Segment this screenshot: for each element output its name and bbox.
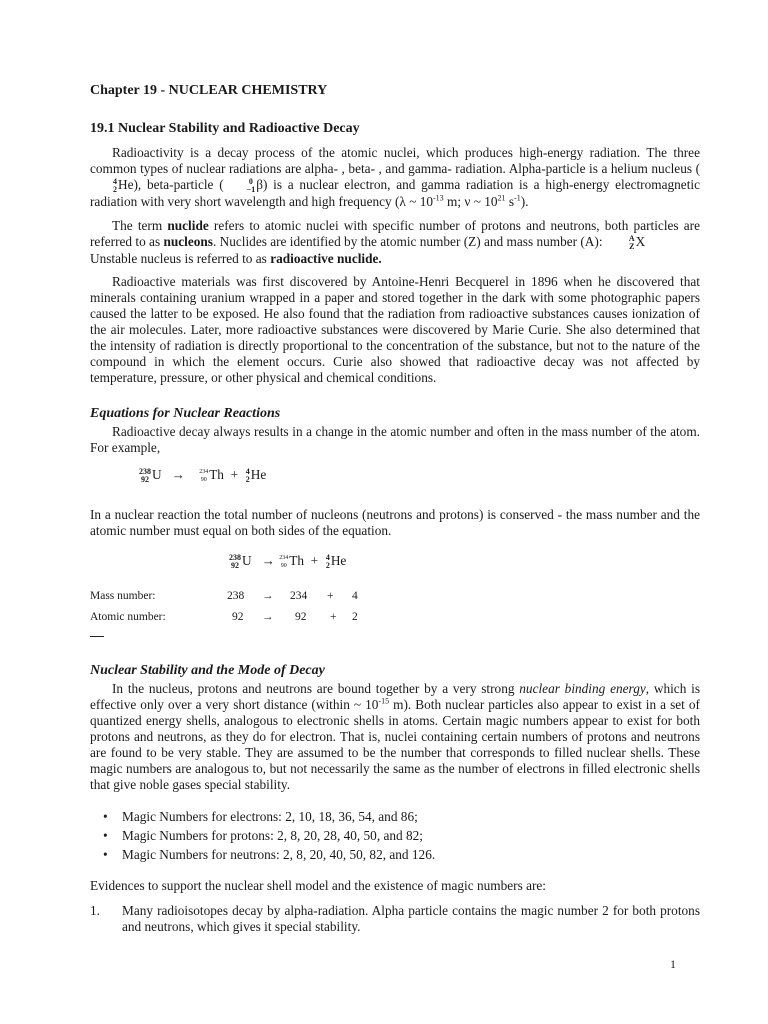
term-nuclide: nuclide <box>167 218 209 233</box>
plus-sign: + <box>230 467 239 482</box>
equations-paragraph-1: Radioactive decay always results in a change in the atomic number and often in the mass number of the atom. For example, <box>90 424 700 455</box>
mass-number: 238 <box>139 466 151 476</box>
list-item <box>90 809 435 828</box>
uranium-nuclide <box>139 468 151 484</box>
thorium-nuclide <box>279 554 288 570</box>
mass-number: 4 <box>113 176 117 186</box>
atomic-number: 90 <box>200 476 207 483</box>
section-title: 19.1 Nuclear Stability and Radioactive Decay <box>90 121 360 136</box>
atomic-number: 2 <box>325 560 330 570</box>
term-radioactive-nuclide: radioactive nuclide. <box>270 250 382 266</box>
element-symbol: Th <box>289 553 304 568</box>
bullet-icon: • <box>103 828 108 843</box>
uranium-nuclide <box>229 554 241 570</box>
text: m; ν ~ 10 <box>443 193 498 209</box>
value: 2 <box>352 611 358 623</box>
row-label: Atomic number: <box>90 611 166 623</box>
helium-nuclide <box>326 554 330 570</box>
text: , which is effective only over a very short distance (within ~ 10 <box>90 681 700 712</box>
atomic-number: 90 <box>280 562 287 569</box>
text: . Nuclides are identified by the atomic number (Z) and mass number (A): <box>212 234 606 249</box>
list-item-text: Magic Numbers for electrons: 2, 10, 18, 36, 54, and 86; <box>122 809 418 824</box>
atomic-number-row <box>90 609 390 625</box>
item-text: Many radioisotopes decay by alpha-radiation. Alpha particle contains the magic number 2 for both protons and neutrons, which gives it special stability. <box>122 903 700 934</box>
atomic-number: 92 <box>141 474 149 484</box>
list-item-text: Magic Numbers for neutrons: 2, 8, 20, 40, 50, 82, and 126. <box>122 847 436 862</box>
text: Unstable nucleus is referred to as <box>90 250 271 266</box>
mass-number: 238 <box>229 552 241 562</box>
arrow-icon: → <box>261 553 275 568</box>
mass-number: 4 <box>325 552 330 562</box>
value: 238 <box>227 590 245 602</box>
intro-paragraph-1 <box>90 145 700 210</box>
helium-nuclide-symbol <box>91 178 117 194</box>
text: The term <box>112 218 168 233</box>
subsection-title-equations: Equations for Nuclear Reactions <box>90 406 281 421</box>
list-item <box>90 847 435 866</box>
exponent: -15 <box>378 696 390 706</box>
mass-number: 234 <box>199 468 209 475</box>
atomic-number: 92 <box>231 560 239 570</box>
intro-paragraph-2 <box>90 218 700 267</box>
stability-paragraph <box>90 681 700 793</box>
atomic-number: 2 <box>245 474 250 484</box>
page-number: 1 <box>670 957 676 971</box>
mass-number: 234 <box>279 554 289 561</box>
atomic-number: Z <box>629 241 635 251</box>
element-symbol: X <box>635 234 646 249</box>
numbered-item-1 <box>90 903 700 935</box>
exponent: 21 <box>497 193 506 203</box>
magic-numbers-list <box>90 809 435 866</box>
element-symbol: He <box>250 467 267 482</box>
text: β) is a nuclear electron, and gamma radiation is a high-energy electromagnetic radiation with very short wavelength and high frequency (λ ~ 10 <box>90 177 700 209</box>
bullet-icon: • <box>103 809 108 824</box>
mass-number: A <box>628 233 635 243</box>
element-symbol: U <box>242 553 252 568</box>
exponent: -1 <box>514 193 521 203</box>
bullet-icon: • <box>103 847 108 862</box>
separator-line <box>90 636 104 637</box>
exponent: -13 <box>433 193 444 203</box>
element-symbol: He <box>330 553 347 568</box>
element-symbol: U <box>152 467 162 482</box>
list-item-text: Magic Numbers for protons: 2, 8, 20, 28, 40, 50, and 82; <box>122 828 423 843</box>
row-label: Mass number: <box>90 590 156 602</box>
thorium-nuclide <box>199 468 208 484</box>
text: Radioactivity is a decay process of the atomic nuclei, which produces high-energy radiation. The three common types of nuclear radiations are alpha- , beta- , and gamma- radiation. Alpha-particle is a helium nucleus ( <box>90 145 700 176</box>
evidence-intro: Evidences to support the nuclear shell model and the existence of magic numbers are: <box>90 878 547 893</box>
text: He), beta-particle ( <box>118 177 224 192</box>
value: 4 <box>352 590 358 602</box>
plus-sign: + <box>327 590 334 602</box>
atomic-number: −1 <box>246 184 256 194</box>
element-symbol: Th <box>209 467 224 482</box>
arrow-icon: → <box>262 611 274 623</box>
text: In the nucleus, protons and neutrons are bound together by a very strong <box>112 681 520 696</box>
subsection-title-stability: Nuclear Stability and the Mode of Decay <box>90 663 325 678</box>
mass-number: 0 <box>248 176 253 186</box>
value: 92 <box>232 611 244 623</box>
arrow-icon: → <box>262 590 274 602</box>
text: refers to atomic nuclei with specific number of protons and neutrons, both particles are referred to as <box>90 218 700 249</box>
nuclear-equation-1 <box>138 467 266 484</box>
helium-nuclide <box>246 468 250 484</box>
term-binding-energy: nuclear binding energy <box>519 681 646 696</box>
arrow-icon: → <box>171 467 185 482</box>
item-number: 1. <box>90 903 100 918</box>
chapter-title: Chapter 19 - NUCLEAR CHEMISTRY <box>90 83 328 98</box>
plus-sign: + <box>310 553 319 568</box>
beta-nuclide-symbol <box>225 178 256 194</box>
value: 92 <box>295 611 307 623</box>
intro-paragraph-3: Radioactive materials was first discovered by Antoine-Henri Becquerel in 1896 when he discovered that minerals containing uranium wrapped in a paper and stored together in the dark with some photographic papers caused the latter to be exposed. He also found that the radiation from radioactive substances causes ionization of the air molecules. Later, more radioactive substances were discovered by Marie Curie. She also determined that the intensity of radiation is directly proportional to the concentration of the substance, but not to the nature of the compound in which the element occurs. Curie also showed that radioactive decay was not affected by temperature, pressure, or other physical and chemical conditions. <box>90 274 700 385</box>
plus-sign: + <box>330 611 337 623</box>
term-nucleons: nucleons <box>163 234 213 249</box>
text: m). Both nuclear particles also appear to exist in a set of quantized energy shells, analogous to electronic shells in atoms. Certain magic numbers appear to exist for both protons and neutrons, as they do for electron. That is, nuclei containing certain numbers of protons and neutrons are found to be very stable. They are assumed to be the number that corresponds to filled nuclear shells. These magic numbers are analogous to, but not necessarily the same as the number of electrons in filled electronic shells that give noble gases special stability. <box>90 697 700 792</box>
generic-nuclide-symbol <box>607 235 635 251</box>
value: 234 <box>290 590 308 602</box>
mass-number-row <box>90 588 390 604</box>
equations-paragraph-2: In a nuclear reaction the total number of nucleons (neutrons and protons) is conserved - the mass number and the atomic number must equal on both sides of the equation. <box>90 507 700 538</box>
text: ). <box>520 193 529 209</box>
text: s <box>505 193 515 209</box>
list-item <box>90 828 435 847</box>
atomic-number: 2 <box>113 184 117 194</box>
mass-number: 4 <box>245 466 250 476</box>
nuclear-equation-2 <box>228 553 346 570</box>
